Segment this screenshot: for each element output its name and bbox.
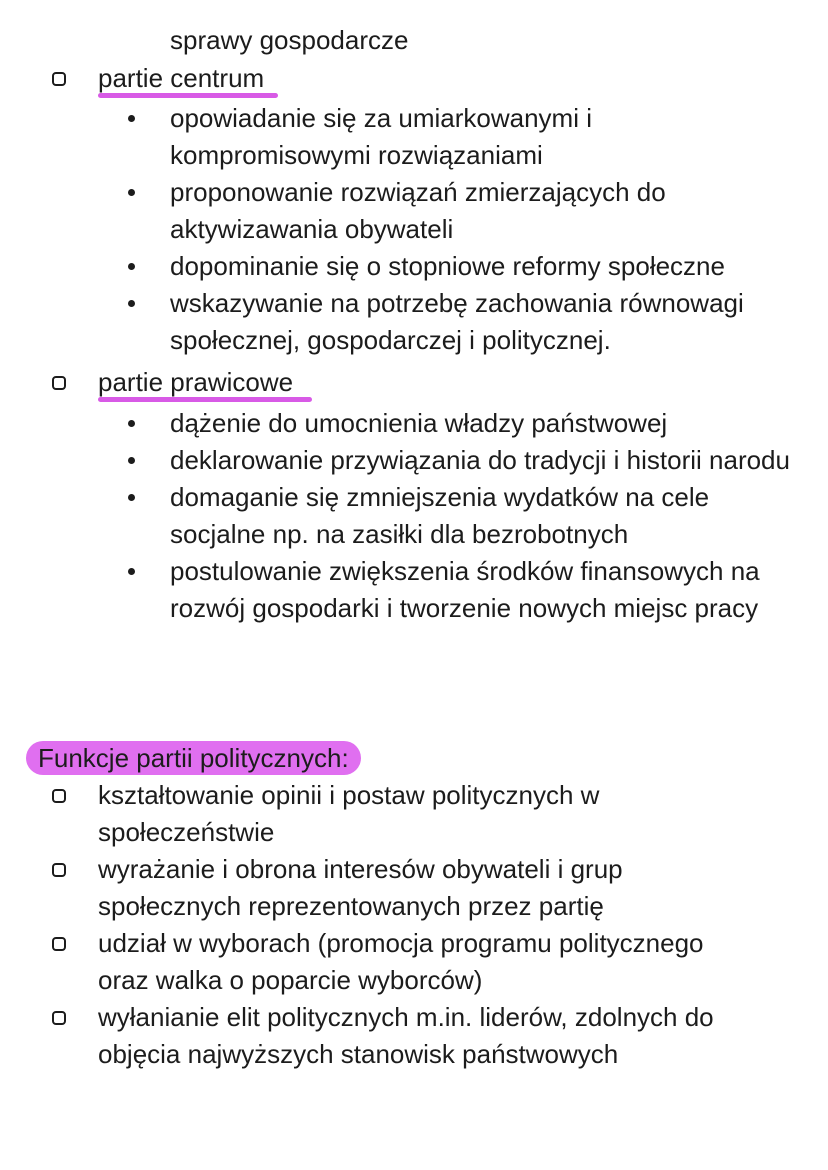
bullet-item (0, 442, 790, 479)
functions-item (0, 851, 758, 925)
bullet-dot-icon (128, 568, 135, 575)
bullet-text: opowiadanie się za umiarkowanymi i kompromisowymi rozwiązaniami (170, 103, 592, 170)
functions-item-text: wyłanianie elit politycznych m.in. liderów, zdolnych do objęcia najwyższych stanowisk państwowych (98, 1002, 714, 1069)
section-heading-row (0, 364, 828, 401)
bullet-item (0, 100, 790, 174)
bullet-text: postulowanie zwiększenia środków finansowych na rozwój gospodarki i tworzenie nowych miejsc pracy (170, 556, 760, 623)
functions-item-text: wyrażanie i obrona interesów obywateli i grup społecznych reprezentowanych przez partię (98, 854, 623, 921)
bullet-text: dopominanie się o stopniowe reformy społeczne (170, 251, 725, 281)
bullet-list (0, 100, 828, 359)
bullet-dot-icon (128, 189, 135, 196)
bullet-item (0, 174, 790, 248)
bullet-item (0, 553, 790, 627)
bullet-dot-icon (128, 263, 135, 270)
bullet-dot-icon (128, 457, 135, 464)
bullet-item (0, 248, 790, 285)
functions-item (0, 999, 758, 1073)
bullet-item (0, 405, 790, 442)
checkbox-icon (52, 863, 66, 877)
bullet-text: proponowanie rozwiązań zmierzających do aktywizawania obywateli (170, 177, 666, 244)
checkbox-icon (52, 937, 66, 951)
highlight-underline (98, 93, 278, 98)
bullet-text: wskazywanie na potrzebę zachowania równowagi społecznej, gospodarczej i politycznej. (170, 288, 744, 355)
bullet-text: deklarowanie przywiązania do tradycji i historii narodu (170, 445, 790, 475)
checkbox-icon (52, 1011, 66, 1025)
functions-list (0, 777, 758, 1073)
checkbox-icon (52, 789, 66, 803)
bullet-text: domaganie się zmniejszenia wydatków na cele socjalne np. na zasiłki dla bezrobotnych (170, 482, 710, 549)
functions-item (0, 777, 758, 851)
section-partie-centrum (0, 60, 828, 359)
checkbox-icon (52, 376, 66, 390)
functions-item (0, 925, 758, 999)
functions-heading: Funkcje partii politycznych: (26, 741, 361, 775)
highlight-underline (98, 397, 312, 402)
section-heading: partie prawicowe (98, 367, 294, 397)
section-heading: partie centrum (98, 63, 265, 93)
checkbox-icon (52, 72, 66, 86)
section-partie-prawicowe (0, 364, 828, 627)
bullet-dot-icon (128, 115, 135, 122)
continuation-text: sprawy gospodarcze (170, 25, 409, 55)
functions-item-text: udział w wyborach (promocja programu politycznego oraz walka o poparcie wyborców) (98, 928, 704, 995)
bullet-item (0, 285, 790, 359)
bullet-dot-icon (128, 300, 135, 307)
functions-item-text: kształtowanie opinii i postaw politycznych w społeczeństwie (98, 780, 600, 847)
bullet-dot-icon (128, 494, 135, 501)
section-heading-row (0, 60, 828, 97)
bullet-dot-icon (128, 420, 135, 427)
bullet-item (0, 479, 790, 553)
bullet-list (0, 405, 828, 627)
bullet-text: dążenie do umocnienia władzy państwowej (170, 408, 668, 438)
